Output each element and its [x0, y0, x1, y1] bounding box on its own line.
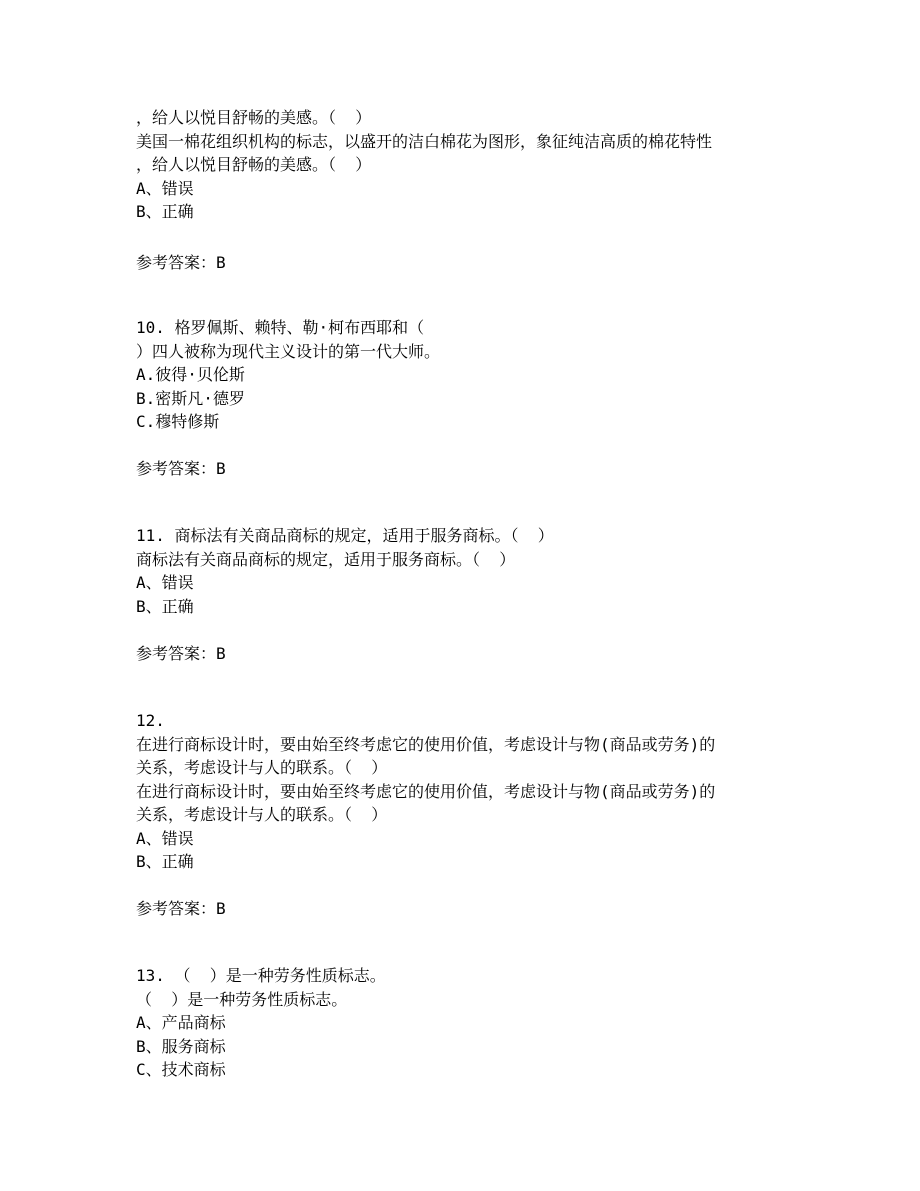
question-text: ）四人被称为现代主义设计的第一代大师。 [136, 341, 441, 361]
reference-answer: 参考答案：B [136, 459, 226, 478]
option-b: B、服务商标 [136, 1036, 226, 1056]
answer-block-10 [136, 457, 816, 481]
question-text: 在进行商标设计时，要由始至终考虑它的使用价值，考虑设计与物(商品或劳务)的 [136, 781, 716, 801]
option-a: A、错误 [136, 573, 194, 592]
question-text: 在进行商标设计时，要由始至终考虑它的使用价值，考虑设计与物(商品或劳务)的 [136, 734, 716, 754]
option-c: C、技术商标 [136, 1060, 226, 1079]
question-text: 11. 商标法有关商品商标的规定，适用于服务商标。（ ） [136, 526, 554, 545]
reference-answer: 参考答案：B [136, 253, 226, 272]
question-block-13 [136, 964, 816, 1082]
question-block-intro [136, 106, 816, 224]
question-block-11 [136, 524, 816, 618]
option-a: A.彼得·贝伦斯 [136, 365, 245, 384]
question-text: 商标法有关商品商标的规定，适用于服务商标。（ ） [136, 549, 516, 569]
option-c: C.穆特修斯 [136, 412, 220, 431]
option-b: B.密斯凡·德罗 [136, 388, 245, 408]
question-text: 关系，考虑设计与人的联系。（ ） [136, 758, 388, 777]
question-block-12 [136, 709, 816, 874]
answer-block-intro [136, 251, 816, 275]
option-a: A、产品商标 [136, 1013, 226, 1032]
question-text: 10. 格罗佩斯、赖特、勒·柯布西耶和（ [136, 318, 425, 337]
answer-block-12 [136, 897, 816, 921]
option-b: B、正确 [136, 596, 194, 616]
answer-block-11 [136, 642, 816, 666]
question-text: （ ）是一种劳务性质标志。 [136, 989, 348, 1009]
reference-answer: 参考答案：B [136, 644, 226, 663]
reference-answer: 参考答案：B [136, 899, 226, 918]
question-block-10 [136, 316, 816, 434]
question-text: 关系，考虑设计与人的联系。（ ） [136, 805, 388, 824]
question-number: 12. [136, 711, 165, 730]
option-b: B、正确 [136, 852, 194, 871]
question-text: 13. （ ）是一种劳务性质标志。 [136, 966, 386, 985]
question-text: 美国一棉花组织机构的标志，以盛开的洁白棉花为图形，象征纯洁高质的棉花特性 [136, 131, 713, 151]
option-a: A、错误 [136, 178, 194, 198]
option-a: A、错误 [136, 828, 194, 848]
option-b: B、正确 [136, 202, 194, 221]
question-text: ，给人以悦目舒畅的美感。（ ） [136, 155, 372, 174]
question-text: ，给人以悦目舒畅的美感。（ ） [136, 108, 372, 127]
